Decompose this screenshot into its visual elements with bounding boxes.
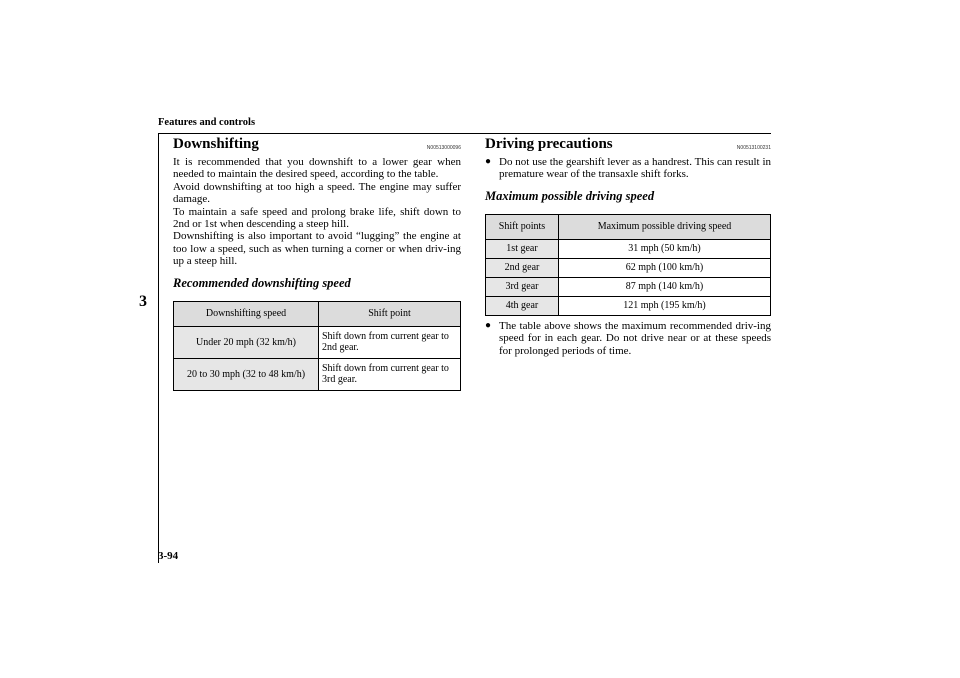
section-title: Downshifting (173, 136, 259, 152)
page-number: 3-94 (158, 550, 179, 562)
table-row (486, 296, 771, 315)
table-cell: Shift down from current gear to 3rd gear. (319, 358, 461, 390)
bullet-icon: ● (485, 156, 492, 167)
paragraph: Downshifting is also important to avoid “lugging” the engine at too low a speed, such as when turning a corner or when driv-ing up a steep hill. (173, 230, 461, 268)
paragraph: It is recommended that you downshift to a lower gear when needed to maintain the desired speed, according to the table. (173, 156, 461, 181)
table-row (486, 277, 771, 296)
subsection-title: Recommended downshifting speed (173, 275, 351, 290)
table-cell: 121 mph (195 km/h) (559, 296, 771, 315)
max-speed-table (485, 214, 771, 316)
paragraph: To maintain a safe speed and prolong brake life, shift down to 2nd or 1st when descending a steep hill. (173, 205, 461, 231)
section-header: Features and controls (158, 117, 256, 128)
table-cell: 62 mph (100 km/h) (559, 258, 771, 277)
bullet-text: Do not use the gearshift lever as a handrest. This can result in premature wear of the transaxle shift forks. (499, 156, 771, 181)
table-cell: 87 mph (140 km/h) (559, 277, 771, 296)
table-header: Maximum possible driving speed (559, 214, 771, 239)
table-header: Shift points (486, 214, 559, 239)
section-code: N00513100231 (736, 145, 771, 151)
table-row (486, 258, 771, 277)
table-cell: 20 to 30 mph (32 to 48 km/h) (174, 358, 319, 390)
chapter-tab (128, 133, 159, 563)
table-header: Downshifting speed (174, 301, 319, 326)
downshift-table (173, 301, 461, 391)
left-column (173, 136, 461, 391)
chapter-tab-number: 3 (139, 293, 147, 310)
section-title: Driving precautions (485, 136, 613, 152)
section-code: N00513000096 (426, 145, 461, 151)
bullet-item (485, 320, 771, 357)
table-cell: 1st gear (486, 239, 559, 258)
header-rule (158, 133, 771, 134)
bullet-icon: ● (485, 319, 492, 331)
bullet-item (485, 156, 771, 181)
table-cell: 4th gear (486, 296, 559, 315)
precautions-heading (485, 136, 771, 156)
subsection-title: Maximum possible driving speed (485, 188, 655, 203)
table-cell: 3rd gear (486, 277, 559, 296)
table-cell: 2nd gear (486, 258, 559, 277)
table-cell: Shift down from current gear to 2nd gear. (319, 326, 461, 358)
table-cell: Under 20 mph (32 km/h) (174, 326, 319, 358)
paragraph: Avoid downshifting at too high a speed. The engine may suffer damage. (173, 180, 461, 206)
bullet-text: The table above shows the maximum recommended driv-ing speed for in each gear. Do not drive near or at these speeds for prolonged periods of time. (499, 319, 771, 357)
table-header-row (174, 301, 461, 326)
table-row (486, 239, 771, 258)
downshifting-heading (173, 136, 461, 156)
table-header: Shift point (319, 301, 461, 326)
right-column (485, 136, 771, 357)
table-cell: 31 mph (50 km/h) (559, 239, 771, 258)
table-row (174, 358, 461, 390)
table-header-row (486, 214, 771, 239)
table-row (174, 326, 461, 358)
